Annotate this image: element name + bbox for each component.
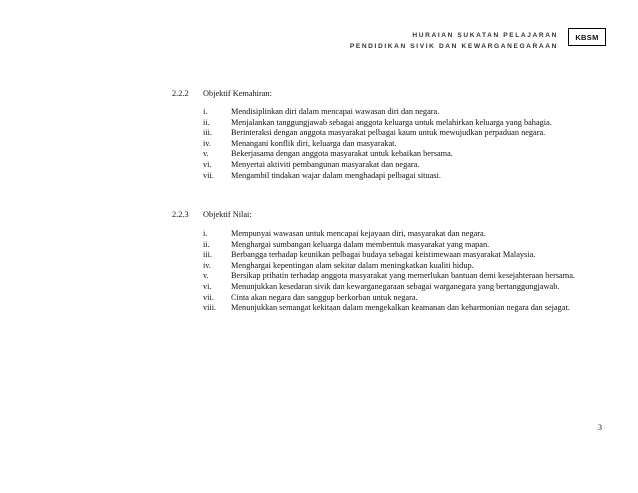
item-number: iii. [203,128,212,138]
kbsm-logo: KBSM [568,28,606,46]
item-number: i. [203,107,208,116]
list-item [203,139,591,150]
item-number: vii. [203,292,214,302]
list-item [203,250,591,261]
item-text: Menghargai kepentingan alam sekitar dalam meningkatkan kualiti hidup. [231,260,474,270]
list-item [203,240,591,251]
item-text: Berbangga terhadap keunikan pelbagai budaya sebagai keistimewaan masyarakat Malaysia. [231,250,536,260]
item-text: Bersikap prihatin terhadap anggota masyarakat yang memerlukan bantuan demi kesejahteraan bersama. [231,271,575,281]
item-text: Menghargai sumbangan keluarga dalam membentuk masyarakat yang mapan. [231,239,490,249]
list-item [203,282,591,293]
item-text: Mengambil tindakan wajar dalam menghadapi pelbagai situasi. [231,170,441,180]
header-line-1: HURAIAN SUKATAN PELAJARAN [412,32,558,39]
section-number: 2.2.3 [172,210,189,219]
item-number: iv. [203,260,211,270]
item-text: Mendisiplinkan diri dalam mencapai wawasan diri dan negara. [231,107,440,116]
list-item [203,303,591,314]
item-text: Mempunyai wawasan untuk mencapai kejayaan diri, masyarakat dan negara. [231,229,486,238]
item-text: Cinta akan negara dan sanggup berkorban untuk negara. [231,292,418,302]
section-title: Objektif Kemahiran: [203,89,272,98]
list-item [203,293,591,304]
item-text: Menjalankan tanggungjawab sebagai anggota keluarga untuk melahirkan keluarga yang bahagia. [231,117,552,127]
objective-list [203,107,591,181]
item-number: v. [203,149,209,159]
list-item [203,107,591,118]
item-number: iv. [203,138,211,148]
list-item [203,171,591,182]
item-number: iii. [203,250,212,260]
list-item [203,160,591,171]
item-text: Menyertai aktiviti pembangunan masyarakat dan negara. [231,159,420,169]
list-item [203,118,591,129]
item-number: vi. [203,159,212,169]
item-text: Menangani konflik diri, keluarga dan masyarakat. [231,138,397,148]
item-number: ii. [203,239,210,249]
item-number: ii. [203,117,210,127]
item-text: Menunjukkan semangat kekitaan dalam mengekalkan keamanan dan keharmonian negara dan sejagat. [231,303,570,313]
list-item [203,128,591,139]
item-number: viii. [203,303,217,313]
item-number: v. [203,271,209,281]
section-number: 2.2.2 [172,89,189,98]
item-number: vii. [203,170,214,180]
item-number: vi. [203,281,212,291]
header-line-2: PENDIDIKAN SIVIK DAN KEWARGANEGARAAN [349,43,558,50]
section-title: Objektif Nilai: [203,210,252,219]
list-item [203,261,591,272]
item-text: Bekerjasama dengan anggota masyarakat untuk kebaikan bersama. [231,149,453,159]
list-item [203,229,591,240]
page-header [350,30,558,52]
page-number: 3 [598,423,602,432]
item-number: i. [203,229,208,238]
objective-list [203,229,591,314]
item-text: Menunjukkan kesedaran sivik dan kewarganegaraan sebagai warganegara yang bertanggungjawab. [231,281,560,291]
list-item [203,271,591,282]
item-text: Berinteraksi dengan anggota masyarakat pelbagai kaum untuk mewujudkan perpaduan negara. [231,128,546,138]
list-item [203,149,591,160]
